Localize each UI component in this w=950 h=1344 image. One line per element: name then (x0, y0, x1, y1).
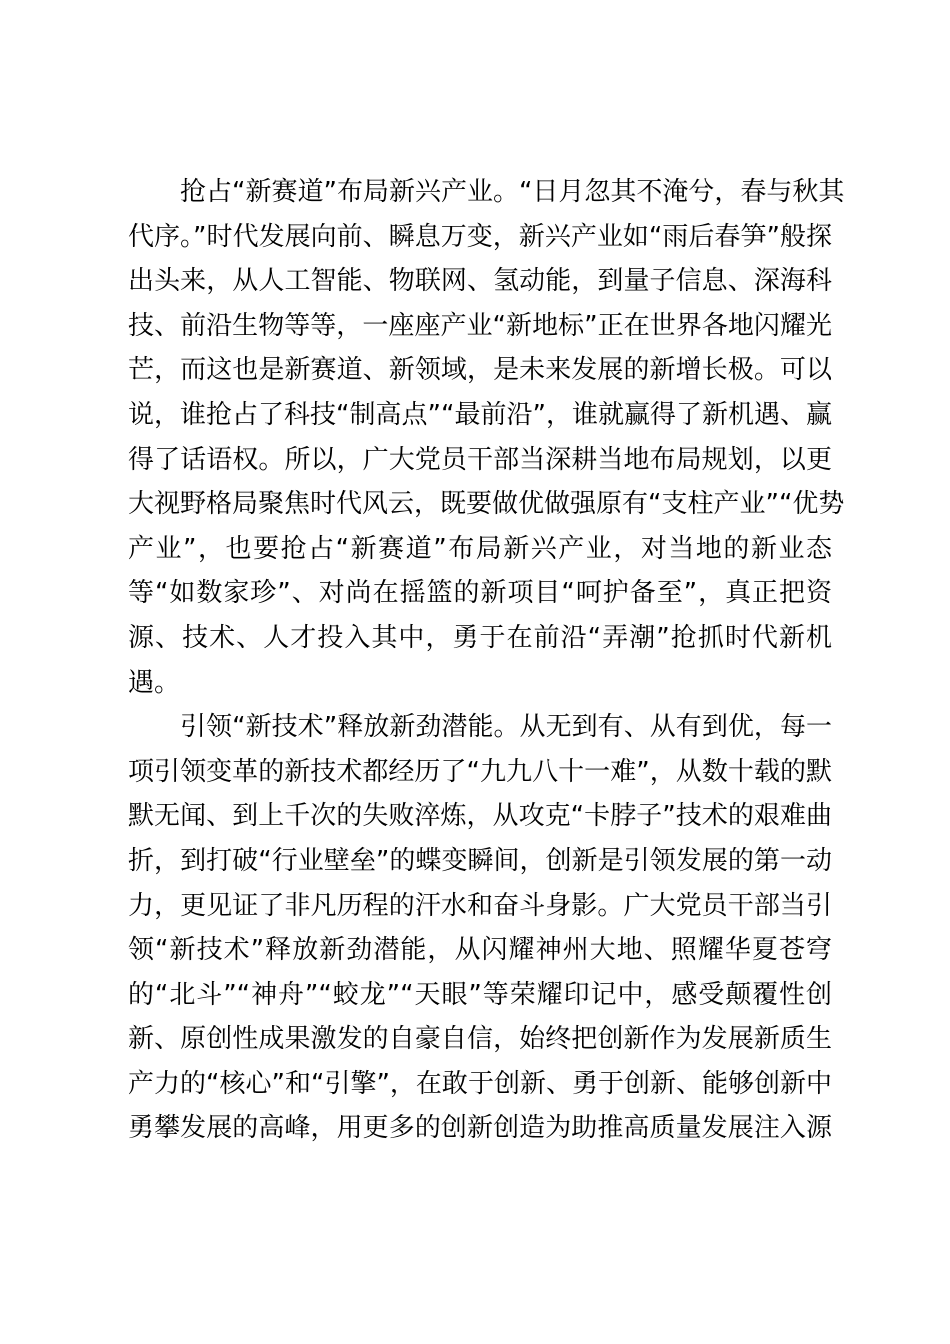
text-line: 芒，而这也是新赛道、新领域，是未来发展的新增长极。可以 (128, 355, 832, 386)
text-line: 出头来，从人工智能、物联网、氢动能，到量子信息、深海科 (128, 266, 832, 297)
paragraph-new-industries (128, 170, 845, 705)
text-line: 得了话语权。所以，广大党员干部当深耕当地布局规划，以更 (128, 444, 832, 475)
text-line: 力，更见证了非凡历程的汗水和奋斗身影。广大党员干部当引 (128, 890, 832, 921)
text-line: 源、技术、人才投入其中，勇于在前沿“弄潮”抢抓时代新机 (128, 622, 832, 653)
text-line: 勇攀发展的高峰，用更多的创新创造为助推高质量发展注入源 (128, 1113, 832, 1144)
text-line: 等“如数家珍”、对尚在摇篮的新项目“呵护备至”，真正把资 (128, 578, 832, 609)
text-line: 产力的“核心”和“引擎”，在敢于创新、勇于创新、能够创新中 (128, 1068, 832, 1099)
text-line: 代序。”时代发展向前、瞬息万变，新兴产业如“雨后春笋”般探 (128, 221, 832, 252)
document-body (128, 170, 845, 1151)
paragraph-new-technology (128, 705, 832, 1151)
text-line: 产业”，也要抢占“新赛道”布局新兴产业，对当地的新业态 (128, 533, 832, 564)
text-line: 抢占“新赛道”布局新兴产业。“日月忽其不淹兮，春与秋其 (180, 177, 845, 207)
text-line: 新、原创性成果激发的自豪自信，始终把创新作为发展新质生 (128, 1024, 832, 1055)
text-line: 领“新技术”释放新劲潜能，从闪耀神州大地、照耀华夏苍穹 (128, 935, 832, 966)
text-line: 折，到打破“行业壁垒”的蝶变瞬间，创新是引领发展的第一动 (128, 845, 832, 876)
text-line: 引领“新技术”释放新劲潜能。从无到有、从有到优，每一 (180, 712, 832, 743)
text-line: 遇。 (128, 667, 181, 698)
text-line: 技、前沿生物等等，一座座产业“新地标”正在世界各地闪耀光 (128, 310, 832, 341)
text-line: 项引领变革的新技术都经历了“九九八十一难”，从数十载的默 (128, 756, 832, 787)
text-line: 的“北斗”“神舟”“蛟龙”“天眼”等荣耀印记中，感受颠覆性创 (128, 979, 832, 1010)
text-line: 默无闻、到上千次的失败淬炼，从攻克“卡脖子”技术的艰难曲 (128, 801, 832, 832)
text-line: 大视野格局聚焦时代风云，既要做优做强原有“支柱产业”“优势 (128, 489, 845, 520)
text-line: 说，谁抢占了科技“制高点”“最前沿”，谁就赢得了新机遇、赢 (128, 399, 832, 430)
